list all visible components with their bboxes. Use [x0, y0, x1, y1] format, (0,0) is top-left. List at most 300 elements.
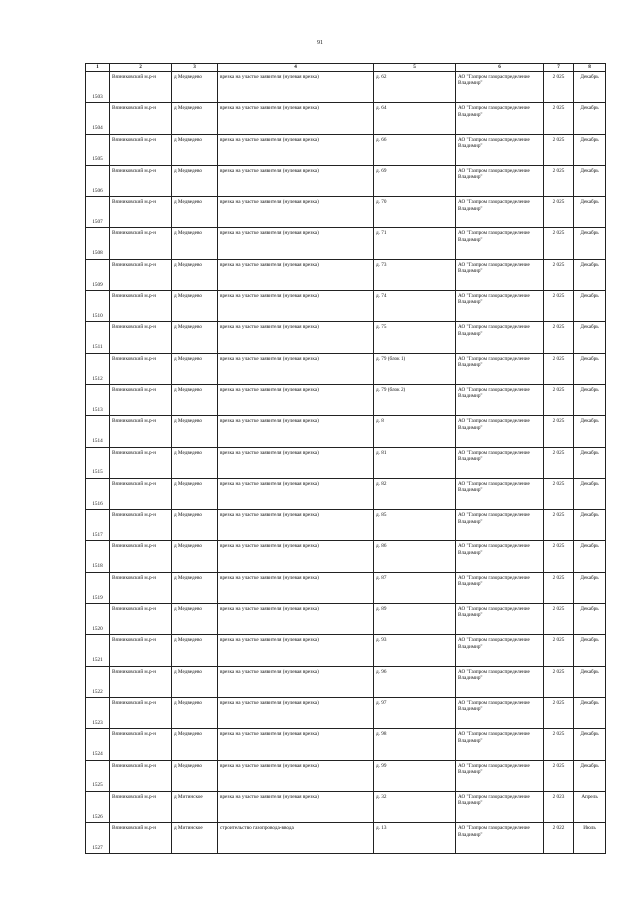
house-number-cell [374, 760, 456, 791]
settlement-cell-text: д Медведево [174, 386, 202, 393]
house-number-cell [374, 791, 456, 822]
month-cell [574, 259, 606, 290]
month-cell [574, 604, 606, 635]
settlement-cell [172, 228, 218, 259]
district-cell [110, 259, 172, 290]
year-cell-text: 2 025 [552, 105, 565, 112]
house-number-cell-text: д. 89 [376, 606, 387, 613]
work-type-cell [218, 416, 374, 447]
house-number-cell [374, 353, 456, 384]
year-cell-text: 2 025 [552, 762, 565, 769]
organization-cell-text: АО "Газпром газораспределение Владимир" [458, 731, 530, 744]
house-number-cell-text: д. 96 [376, 668, 387, 675]
year-cell-text: 2 025 [552, 261, 565, 268]
column-header: 1 [86, 64, 110, 72]
year-cell [544, 572, 574, 603]
year-cell [544, 134, 574, 165]
year-cell [544, 228, 574, 259]
organization-cell-text: АО "Газпром газораспределение Владимир" [458, 261, 530, 275]
row-number [86, 635, 110, 666]
work-type-cell [218, 134, 374, 165]
district-cell-text: Вязниковский м.р-н [112, 668, 157, 675]
settlement-cell [172, 478, 218, 509]
work-type-cell [218, 197, 374, 228]
district-cell-text: Вязниковский м.р-н [112, 543, 157, 550]
month-cell-text: Июль [583, 825, 596, 832]
month-cell [574, 134, 606, 165]
work-type-cell-text: врезка на участке заявителя (нулевая врезка) [220, 637, 319, 644]
organization-cell-text: АО "Газпром газораспределение Владимир" [458, 324, 530, 337]
district-cell [110, 447, 172, 478]
table-row [86, 416, 606, 447]
house-number-cell [374, 291, 456, 322]
house-number-cell [374, 666, 456, 697]
work-type-cell-text: врезка на участке заявителя (нулевая врезка) [220, 261, 319, 268]
house-number-cell [374, 697, 456, 728]
table-header-row [86, 64, 606, 72]
organization-cell-text: АО "Газпром газораспределение Владимир" [458, 293, 530, 306]
month-cell-text: Декабрь [580, 574, 599, 581]
organization-cell-text: АО "Газпром газораспределение Владимир" [458, 136, 530, 149]
month-cell [574, 635, 606, 666]
district-cell [110, 791, 172, 822]
district-cell-text: Вязниковский м.р-н [112, 762, 157, 769]
organization-cell [456, 72, 544, 103]
district-cell-text: Вязниковский м.р-н [112, 167, 157, 174]
year-cell [544, 165, 574, 196]
house-number-cell-text: д. 71 [376, 230, 387, 237]
row-number-text: 1505 [92, 156, 103, 163]
district-cell-text: Вязниковский м.р-н [112, 825, 157, 832]
work-type-cell-text: врезка на участке заявителя (нулевая врезка) [220, 480, 319, 487]
row-number [86, 103, 110, 134]
work-type-cell [218, 384, 374, 415]
settlement-cell-text: д Медведево [174, 606, 202, 613]
settlement-cell [172, 447, 218, 478]
year-cell [544, 478, 574, 509]
settlement-cell-text: д Медведево [174, 512, 202, 519]
row-number [86, 72, 110, 103]
table-row [86, 510, 606, 541]
row-number-text: 1518 [92, 563, 103, 570]
house-number-cell-text: д. 86 [376, 543, 387, 550]
settlement-cell-text: д Медведево [174, 668, 202, 675]
row-number-text: 1523 [92, 719, 103, 726]
row-number [86, 697, 110, 728]
house-number-cell [374, 823, 456, 854]
row-number-text: 1503 [92, 93, 103, 100]
work-type-cell-text: врезка на участке заявителя (нулевая врезка) [220, 668, 319, 675]
month-cell [574, 103, 606, 134]
year-cell [544, 72, 574, 103]
month-cell [574, 572, 606, 603]
table-row [86, 228, 606, 259]
work-type-cell-text: врезка на участке заявителя (нулевая врезка) [220, 793, 319, 800]
house-number-cell [374, 322, 456, 353]
district-cell-text: Вязниковский м.р-н [112, 230, 157, 237]
month-cell [574, 510, 606, 541]
district-cell [110, 729, 172, 760]
year-cell [544, 604, 574, 635]
row-number-text: 1526 [92, 813, 103, 820]
house-number-cell [374, 572, 456, 603]
organization-cell-text: АО "Газпром газораспределение Владимир" [458, 449, 530, 462]
month-cell-text: Декабрь [580, 699, 599, 706]
row-number-text: 1517 [92, 532, 103, 539]
organization-cell-text: АО "Газпром газораспределение Владимир" [458, 199, 530, 212]
organization-cell [456, 447, 544, 478]
row-number-text: 1516 [92, 500, 103, 507]
row-number-text: 1513 [92, 406, 103, 413]
column-header: 7 [544, 64, 574, 72]
month-cell [574, 416, 606, 447]
district-cell [110, 322, 172, 353]
table-row [86, 259, 606, 290]
column-header: 8 [574, 64, 606, 72]
settlement-cell-text: д Медведево [174, 543, 202, 550]
organization-cell-text: АО "Газпром газораспределение Владимир" [458, 762, 530, 775]
year-cell-text: 2 025 [552, 324, 565, 331]
house-number-cell [374, 197, 456, 228]
row-number-text: 1524 [92, 751, 103, 758]
work-type-cell [218, 259, 374, 290]
district-cell-text: Вязниковский м.р-н [112, 105, 157, 112]
district-cell-text: Вязниковский м.р-н [112, 512, 157, 519]
year-cell [544, 259, 574, 290]
row-number-text: 1508 [92, 250, 103, 257]
organization-cell [456, 134, 544, 165]
house-number-cell-text: д. 66 [376, 136, 387, 143]
month-cell [574, 384, 606, 415]
organization-cell [456, 353, 544, 384]
organization-cell [456, 228, 544, 259]
organization-cell-text: АО "Газпром газораспределение Владимир" [458, 105, 530, 118]
row-number-text: 1511 [92, 344, 103, 351]
year-cell-text: 2 025 [552, 449, 565, 456]
district-cell-text: Вязниковский м.р-н [112, 418, 157, 425]
settlement-cell-text: д Медведево [174, 449, 202, 456]
year-cell-text: 2 025 [552, 230, 565, 237]
settlement-cell-text: д Медведево [174, 261, 202, 268]
house-number-cell-text: д. 87 [376, 574, 387, 581]
settlement-cell [172, 259, 218, 290]
month-cell [574, 447, 606, 478]
month-cell-text: Декабрь [580, 512, 599, 519]
month-cell-text: Декабрь [580, 762, 599, 769]
house-number-cell [374, 259, 456, 290]
month-cell [574, 197, 606, 228]
month-cell-text: Декабрь [580, 261, 599, 268]
table-row [86, 322, 606, 353]
house-number-cell-text: д. 79 (блок 2) [376, 386, 406, 393]
settlement-cell-text: д Медведево [174, 74, 202, 80]
organization-cell [456, 165, 544, 196]
organization-cell [456, 384, 544, 415]
settlement-cell [172, 353, 218, 384]
work-type-cell-text: врезка на участке заявителя (нулевая врезка) [220, 136, 319, 143]
year-cell-text: 2 025 [552, 199, 565, 206]
row-number-text: 1514 [92, 438, 103, 445]
work-type-cell-text: врезка на участке заявителя (нулевая врезка) [220, 199, 319, 206]
year-cell-text: 2 025 [552, 543, 565, 550]
month-cell-text: Декабрь [580, 105, 599, 112]
table-row [86, 447, 606, 478]
month-cell-text: Декабрь [580, 355, 599, 362]
month-cell-text: Декабрь [580, 230, 599, 237]
district-cell [110, 103, 172, 134]
house-number-cell-text: д. 82 [376, 480, 387, 487]
month-cell-text: Декабрь [580, 606, 599, 613]
year-cell [544, 635, 574, 666]
district-cell [110, 291, 172, 322]
settlement-cell [172, 572, 218, 603]
year-cell [544, 322, 574, 353]
month-cell [574, 291, 606, 322]
organization-cell-text: АО "Газпром газораспределение Владимир" [458, 574, 530, 588]
row-number [86, 353, 110, 384]
settlement-cell-text: д Медведево [174, 731, 202, 738]
work-type-cell [218, 510, 374, 541]
year-cell [544, 823, 574, 854]
row-number [86, 447, 110, 478]
settlement-cell [172, 635, 218, 666]
house-number-cell-text: д. 97 [376, 699, 387, 706]
house-number-cell [374, 635, 456, 666]
district-cell [110, 416, 172, 447]
settlement-cell [172, 791, 218, 822]
year-cell-text: 2 025 [552, 418, 565, 425]
settlement-cell-text: д Медведево [174, 293, 202, 300]
row-number [86, 666, 110, 697]
house-number-cell [374, 604, 456, 635]
row-number-text: 1506 [92, 187, 103, 194]
settlement-cell [172, 197, 218, 228]
house-number-cell [374, 447, 456, 478]
work-type-cell-text: врезка на участке заявителя (нулевая врезка) [220, 74, 319, 80]
year-cell [544, 541, 574, 572]
settlement-cell [172, 384, 218, 415]
month-cell [574, 697, 606, 728]
organization-cell-text: АО "Газпром газораспределение Владимир" [458, 355, 530, 369]
settlement-cell-text: д Медведево [174, 637, 202, 644]
table-row [86, 134, 606, 165]
district-cell [110, 823, 172, 854]
year-cell-text: 2 023 [552, 793, 565, 800]
row-number [86, 384, 110, 415]
house-number-cell [374, 541, 456, 572]
work-type-cell [218, 635, 374, 666]
row-number-text: 1527 [92, 845, 103, 852]
table-row [86, 197, 606, 228]
work-type-cell [218, 760, 374, 791]
column-header: 2 [110, 64, 172, 72]
work-type-cell [218, 791, 374, 822]
month-cell-text: Декабрь [580, 543, 599, 550]
column-header: 3 [172, 64, 218, 72]
settlement-cell [172, 72, 218, 103]
work-type-cell-text: врезка на участке заявителя (нулевая врезка) [220, 324, 319, 331]
district-cell [110, 478, 172, 509]
table-row [86, 72, 606, 103]
house-number-cell [374, 416, 456, 447]
work-type-cell-text: врезка на участке заявителя (нулевая врезка) [220, 699, 319, 706]
district-cell [110, 353, 172, 384]
year-cell [544, 353, 574, 384]
work-type-cell-text: врезка на участке заявителя (нулевая врезка) [220, 386, 319, 393]
settlement-cell [172, 103, 218, 134]
month-cell-text: Декабрь [580, 418, 599, 425]
district-cell [110, 384, 172, 415]
month-cell-text: Декабрь [580, 324, 599, 331]
settlement-cell-text: д Медведево [174, 136, 202, 143]
year-cell-text: 2 025 [552, 668, 565, 675]
organization-cell [456, 259, 544, 290]
row-number [86, 165, 110, 196]
house-number-cell [374, 228, 456, 259]
row-number-text: 1520 [92, 625, 103, 632]
organization-cell [456, 103, 544, 134]
table-row [86, 478, 606, 509]
month-cell [574, 729, 606, 760]
house-number-cell [374, 103, 456, 134]
work-type-cell-text: врезка на участке заявителя (нулевая врезка) [220, 355, 319, 362]
table-row [86, 697, 606, 728]
house-number-cell-text: д. 74 [376, 293, 387, 300]
house-number-cell [374, 72, 456, 103]
year-cell-text: 2 025 [552, 480, 565, 487]
year-cell [544, 384, 574, 415]
house-number-cell [374, 510, 456, 541]
year-cell-text: 2 025 [552, 512, 565, 519]
settlement-cell [172, 291, 218, 322]
house-number-cell-text: д. 98 [376, 731, 387, 738]
district-cell [110, 760, 172, 791]
organization-cell-text: АО "Газпром газораспределение Владимир" [458, 512, 530, 525]
house-number-cell-text: д. 8 [376, 418, 384, 425]
row-number-text: 1515 [92, 469, 103, 476]
settlement-cell [172, 322, 218, 353]
year-cell [544, 666, 574, 697]
row-number [86, 604, 110, 635]
district-cell-text: Вязниковский м.р-н [112, 637, 157, 644]
table-row [86, 666, 606, 697]
organization-cell [456, 541, 544, 572]
row-number-text: 1519 [92, 594, 103, 601]
year-cell-text: 2 025 [552, 167, 565, 174]
organization-cell [456, 322, 544, 353]
settlement-cell-text: д Медведево [174, 762, 202, 769]
month-cell-text: Декабрь [580, 199, 599, 206]
row-number [86, 228, 110, 259]
month-cell [574, 791, 606, 822]
organization-cell-text: АО "Газпром газораспределение Владимир" [458, 167, 530, 181]
district-cell [110, 541, 172, 572]
district-cell [110, 510, 172, 541]
work-type-cell-text: врезка на участке заявителя (нулевая врезка) [220, 574, 319, 581]
year-cell-text: 2 025 [552, 699, 565, 706]
house-number-cell-text: д. 81 [376, 449, 387, 456]
table-row [86, 572, 606, 603]
house-number-cell [374, 134, 456, 165]
district-cell-text: Вязниковский м.р-н [112, 324, 157, 331]
district-cell-text: Вязниковский м.р-н [112, 386, 157, 393]
row-number [86, 729, 110, 760]
work-type-cell-text: врезка на участке заявителя (нулевая врезка) [220, 293, 319, 300]
month-cell [574, 478, 606, 509]
table-row [86, 729, 606, 760]
settlement-cell [172, 729, 218, 760]
work-type-cell-text: врезка на участке заявителя (нулевая врезка) [220, 606, 319, 613]
settlement-cell [172, 134, 218, 165]
work-type-cell [218, 823, 374, 854]
district-cell-text: Вязниковский м.р-н [112, 793, 157, 800]
table-row [86, 823, 606, 854]
work-type-cell-text: врезка на участке заявителя (нулевая врезка) [220, 543, 319, 550]
row-number [86, 291, 110, 322]
house-number-cell-text: д. 75 [376, 324, 387, 331]
settlement-cell-text: д Медведево [174, 574, 202, 581]
work-type-cell-text: врезка на участке заявителя (нулевая врезка) [220, 449, 319, 456]
settlement-cell [172, 510, 218, 541]
row-number-text: 1512 [92, 375, 103, 382]
district-cell [110, 228, 172, 259]
month-cell-text: Декабрь [580, 74, 599, 80]
house-number-cell-text: д. 79 (блок 1) [376, 355, 406, 362]
organization-cell-text: АО "Газпром газораспределение Владимир" [458, 637, 530, 650]
organization-cell [456, 510, 544, 541]
organization-cell-text: АО "Газпром газораспределение Владимир" [458, 699, 530, 713]
table-row [86, 353, 606, 384]
settlement-cell [172, 541, 218, 572]
district-cell-text: Вязниковский м.р-н [112, 355, 157, 362]
settlement-cell [172, 416, 218, 447]
organization-cell-text: АО "Газпром газораспределение Владимир" [458, 543, 530, 556]
house-number-cell-text: д. 73 [376, 261, 387, 268]
work-type-cell [218, 697, 374, 728]
work-type-cell-text: строительство газопровода-ввода [220, 825, 294, 832]
work-type-cell [218, 447, 374, 478]
district-cell-text: Вязниковский м.р-н [112, 261, 157, 268]
work-type-cell [218, 291, 374, 322]
year-cell-text: 2 025 [552, 355, 565, 362]
month-cell [574, 228, 606, 259]
year-cell [544, 416, 574, 447]
year-cell [544, 447, 574, 478]
district-cell [110, 697, 172, 728]
table-body [86, 72, 606, 854]
page-number: 91 [317, 40, 323, 46]
organization-cell [456, 635, 544, 666]
district-cell-text: Вязниковский м.р-н [112, 74, 157, 80]
month-cell-text: Декабрь [580, 136, 599, 143]
year-cell [544, 729, 574, 760]
settlement-cell-text: д Медведево [174, 199, 202, 206]
month-cell-text: Декабрь [580, 167, 599, 174]
work-type-cell [218, 322, 374, 353]
settlement-cell-text: д Митинское [174, 825, 203, 832]
month-cell [574, 666, 606, 697]
year-cell-text: 2 022 [552, 825, 565, 832]
year-cell [544, 760, 574, 791]
organization-cell [456, 697, 544, 728]
organization-cell [456, 791, 544, 822]
year-cell-text: 2 025 [552, 574, 565, 581]
organization-cell-text: АО "Газпром газораспределение Владимир" [458, 386, 530, 400]
row-number [86, 823, 110, 854]
settlement-cell-text: д Медведево [174, 324, 202, 331]
district-cell-text: Вязниковский м.р-н [112, 574, 157, 581]
table-row [86, 541, 606, 572]
